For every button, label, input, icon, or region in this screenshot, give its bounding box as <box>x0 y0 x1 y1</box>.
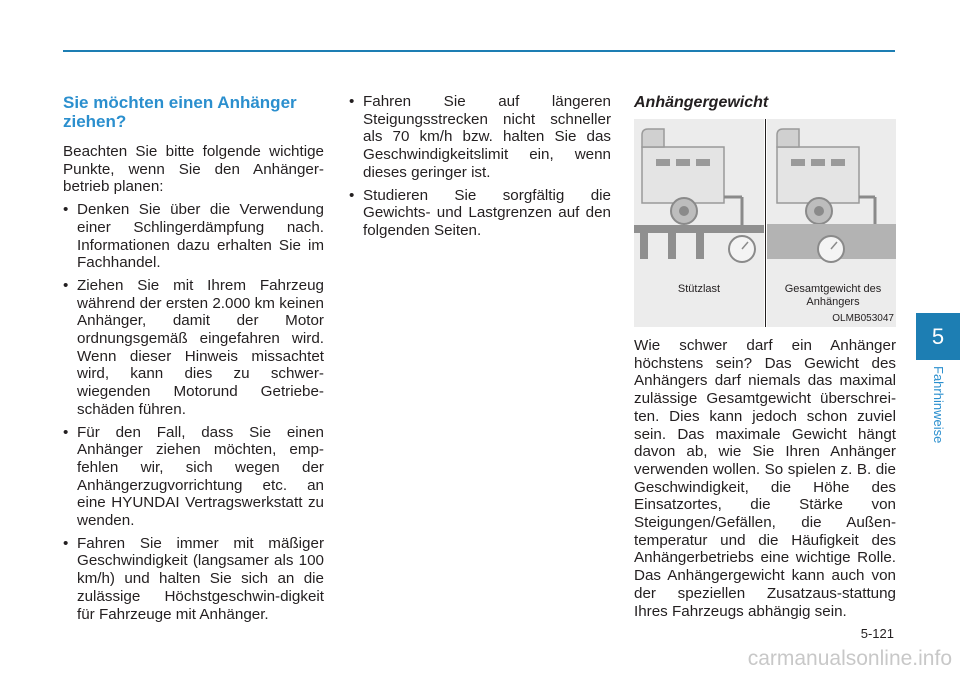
chapter-tab[interactable]: 5 <box>916 313 960 360</box>
trailer-weight-figure <box>634 119 896 327</box>
trailer-full-scale-illustration <box>767 119 896 279</box>
intro-paragraph: Beachten Sie bitte folgende wichtige Punkte, wenn Sie den Anhänger-betrieb planen: <box>63 143 324 196</box>
column-right <box>634 93 896 625</box>
page-number: 5-121 <box>860 626 894 641</box>
column-middle <box>349 93 611 245</box>
bullet-list <box>349 93 611 240</box>
chapter-tab-label: Fahrhinweise <box>931 366 946 444</box>
list-item: • Für den Fall, dass Sie einen Anhänger ziehen möchten, emp-fehlen wir, sich wegen der Anhängerzugvorrichtung etc. an eine HYUNDAI Vertragswerkstatt zu wenden. <box>63 424 324 530</box>
watermark: carmanualsonline.info <box>747 647 952 670</box>
trailer-on-scale-illustration <box>634 119 764 279</box>
section-heading: Sie möchten einen Anhänger ziehen? <box>63 93 297 131</box>
body-paragraph: Wie schwer darf ein Anhänger höchstens sein? Das Gewicht des Anhängers darf niemals das maximal zulässige Gesamtgewicht überschrei-ten. Dies kann jedoch schon zuviel sein. Das maximale Gewicht hängt davon ab, wie Sie Ihren Anhänger verwenden wollen. So spielen z. B. die Geschwindigkeit, die Höhe des Einsatzortes, die Stärke von Steigungen/Gefällen, die Außen-temperatur und die Häufigkeit des Anhängerbetriebs eine wichtige Rolle. Das Anhängergewicht kann auch von der speziellen Zusatzaus-stattung Ihres Fahrzeugs abhängig sein. <box>634 337 896 620</box>
list-item: • Ziehen Sie mit Ihrem Fahrzeug während der ersten 2.000 km keinen Anhänger, damit der Motor ordnungsgemäß eingefahren wird. Wenn dieser Hinweis missachtet wird, kann dies zu schwer-wiegenden Motorund Getriebe-schäden führen. <box>63 277 324 419</box>
figure-caption-left: Stützlast <box>677 283 721 295</box>
list-item: • Fahren Sie auf längeren Steigungsstrecken nicht schneller als 70 km/h bzw. halten Sie das Geschwindigkeitslimit ein, wenn dieses geringer ist. <box>349 93 611 182</box>
top-rule <box>63 50 895 52</box>
bullet-list <box>63 201 324 623</box>
list-item: • Denken Sie über die Verwendung einer Schlingerdämpfung nach. Informationen dazu erhalten Sie im Fachhandel. <box>63 201 324 272</box>
figure-code: OLMB053047 <box>832 313 894 324</box>
column-left <box>63 93 324 628</box>
list-item: • Fahren Sie immer mit mäßiger Geschwindigkeit (langsamer als 100 km/h) und halten Sie sich an die zulässige Höchstgeschwin-digkeit für Fahrzeuge mit Anhänger. <box>63 535 324 624</box>
list-item: • Studieren Sie sorgfältig die Gewichts- und Lastgrenzen auf den folgenden Seiten. <box>349 187 611 240</box>
subsection-heading: Anhängergewicht <box>634 94 769 111</box>
figure-caption-right: Gesamtgewicht des Anhängers <box>784 283 882 308</box>
